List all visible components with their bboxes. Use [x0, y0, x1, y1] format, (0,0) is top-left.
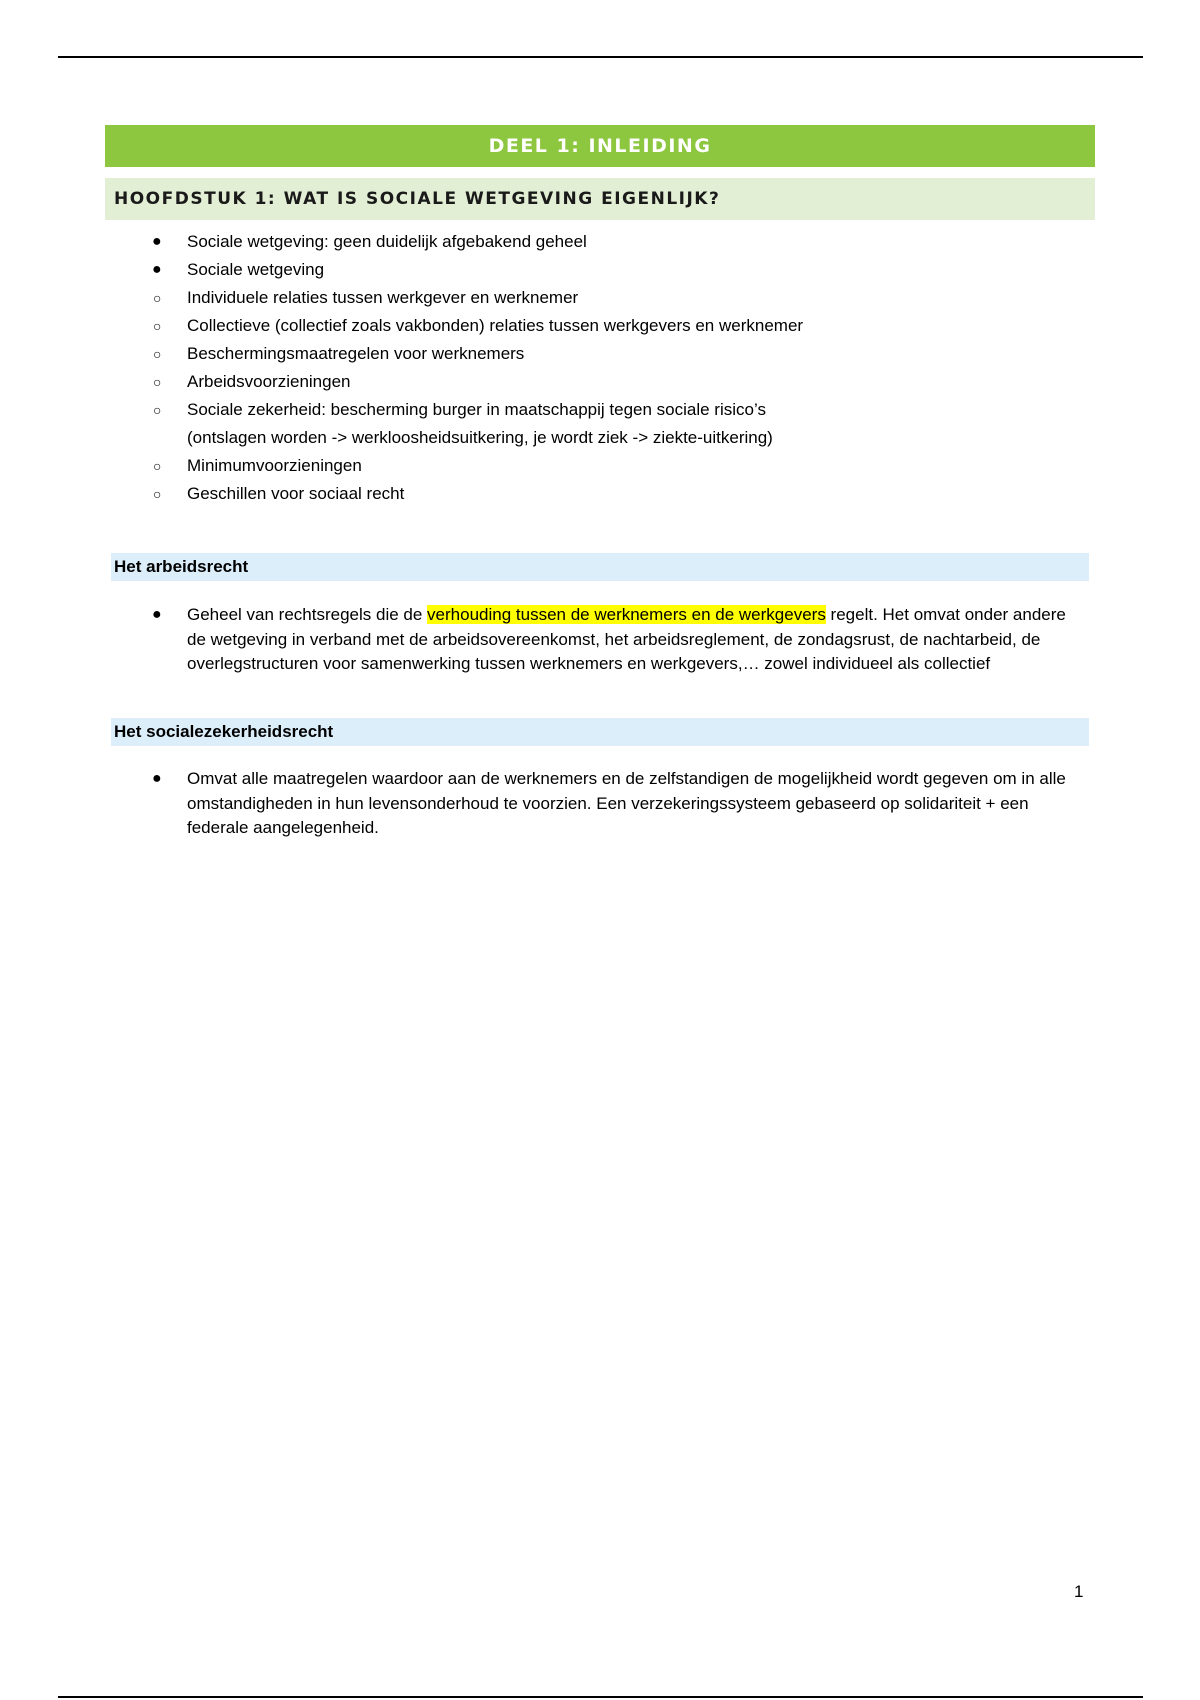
header-rule: [58, 56, 1143, 58]
sublist-item: ○ Collectieve (collectief zoals vakbonden) relaties tussen werkgevers en werknemer: [115, 312, 1087, 340]
sublist: [115, 284, 1087, 508]
sublist-item-continuation: (ontslagen worden -> werkloosheidsuitkering, je wordt ziek -> ziekte-uitkering): [187, 428, 773, 447]
list-item: ● Sociale wetgeving ○ Individuele relaties tussen werkgever en werknemer ○ Collectieve (collectief zoals vakbonden) relaties tussen werkgevers en werknemer ○ Beschermingsmaatregelen voor werknemers ○ Arbeidsvoorzieningen ○ Sociale zekerheid: bescherming burger in maatschappij tegen sociale risico’s (ontslagen worden -> werkloosheidsuitkering, je wordt ziek -> ziekte-uitkering) ○ Minimumvoorzieningen ○ Geschillen voor sociaal recht: [187, 256, 1087, 508]
sublist-item: ○ Arbeidsvoorzieningen: [115, 368, 1087, 396]
bullet-dot-icon: ●: [152, 233, 162, 250]
bullet-circle-icon: ○: [153, 346, 162, 362]
section-heading-socialezekerheidsrecht: Het socialezekerheidsrecht: [111, 718, 1089, 746]
bullet-dot-icon: ●: [152, 770, 162, 787]
bullet-circle-icon: ○: [153, 458, 162, 474]
bullet-circle-icon: ○: [153, 402, 162, 418]
arbeidsrecht-paragraph: ● Geheel van rechtsregels die de verhouding tussen de werknemers en de werkgevers regelt. Het omvat onder andere de wetgeving in verband met de arbeidsovereenkomst, het arbeidsreglement, de zondagsrust, de nachtarbeid, de overlegstructuren voor samenwerking tussen werknemers en werkgevers,… zowel individueel als collectief: [152, 605, 1066, 673]
sublist-item: ○ Minimumvoorzieningen: [115, 452, 1087, 480]
bullet-dot-icon: ●: [152, 261, 162, 278]
socialezekerheidsrecht-paragraph: ● Omvat alle maatregelen waardoor aan de werknemers en de zelfstandigen de mogelijkheid wordt gegeven om in alle omstandigheden in hun levensonderhoud te voorzien. Een verzekeringssysteem gebaseerd op solidariteit + een federale aangelegenheid.: [152, 769, 1066, 837]
bullet-circle-icon: ○: [153, 318, 162, 334]
sublist-item: ○ Beschermingsmaatregelen voor werknemers: [115, 340, 1087, 368]
bullet-circle-icon: ○: [153, 290, 162, 306]
sublist-item: ○ Sociale zekerheid: bescherming burger in maatschappij tegen sociale risico’s: [115, 396, 1087, 424]
section-heading-arbeidsrecht: Het arbeidsrecht: [111, 553, 1089, 581]
sublist-item: ○ Individuele relaties tussen werkgever en werknemer: [115, 284, 1087, 312]
list-item: ● Sociale wetgeving: geen duidelijk afgebakend geheel: [187, 228, 1087, 256]
bullet-circle-icon: ○: [153, 374, 162, 390]
page-number: 1: [1074, 1582, 1084, 1601]
part-title-banner: DEEL 1: INLEIDING: [105, 125, 1095, 167]
sublist-item: ○ Geschillen voor sociaal recht: [115, 480, 1087, 508]
chapter-title-banner: HOOFDSTUK 1: WAT IS SOCIALE WETGEVING EIGENLIJK?: [105, 178, 1095, 220]
overview-list: [152, 228, 1087, 508]
highlighted-text: verhouding tussen de werknemers en de werkgevers: [427, 605, 826, 624]
bullet-circle-icon: ○: [153, 486, 162, 502]
footer-rule: [58, 1696, 1143, 1698]
bullet-dot-icon: ●: [152, 606, 162, 623]
